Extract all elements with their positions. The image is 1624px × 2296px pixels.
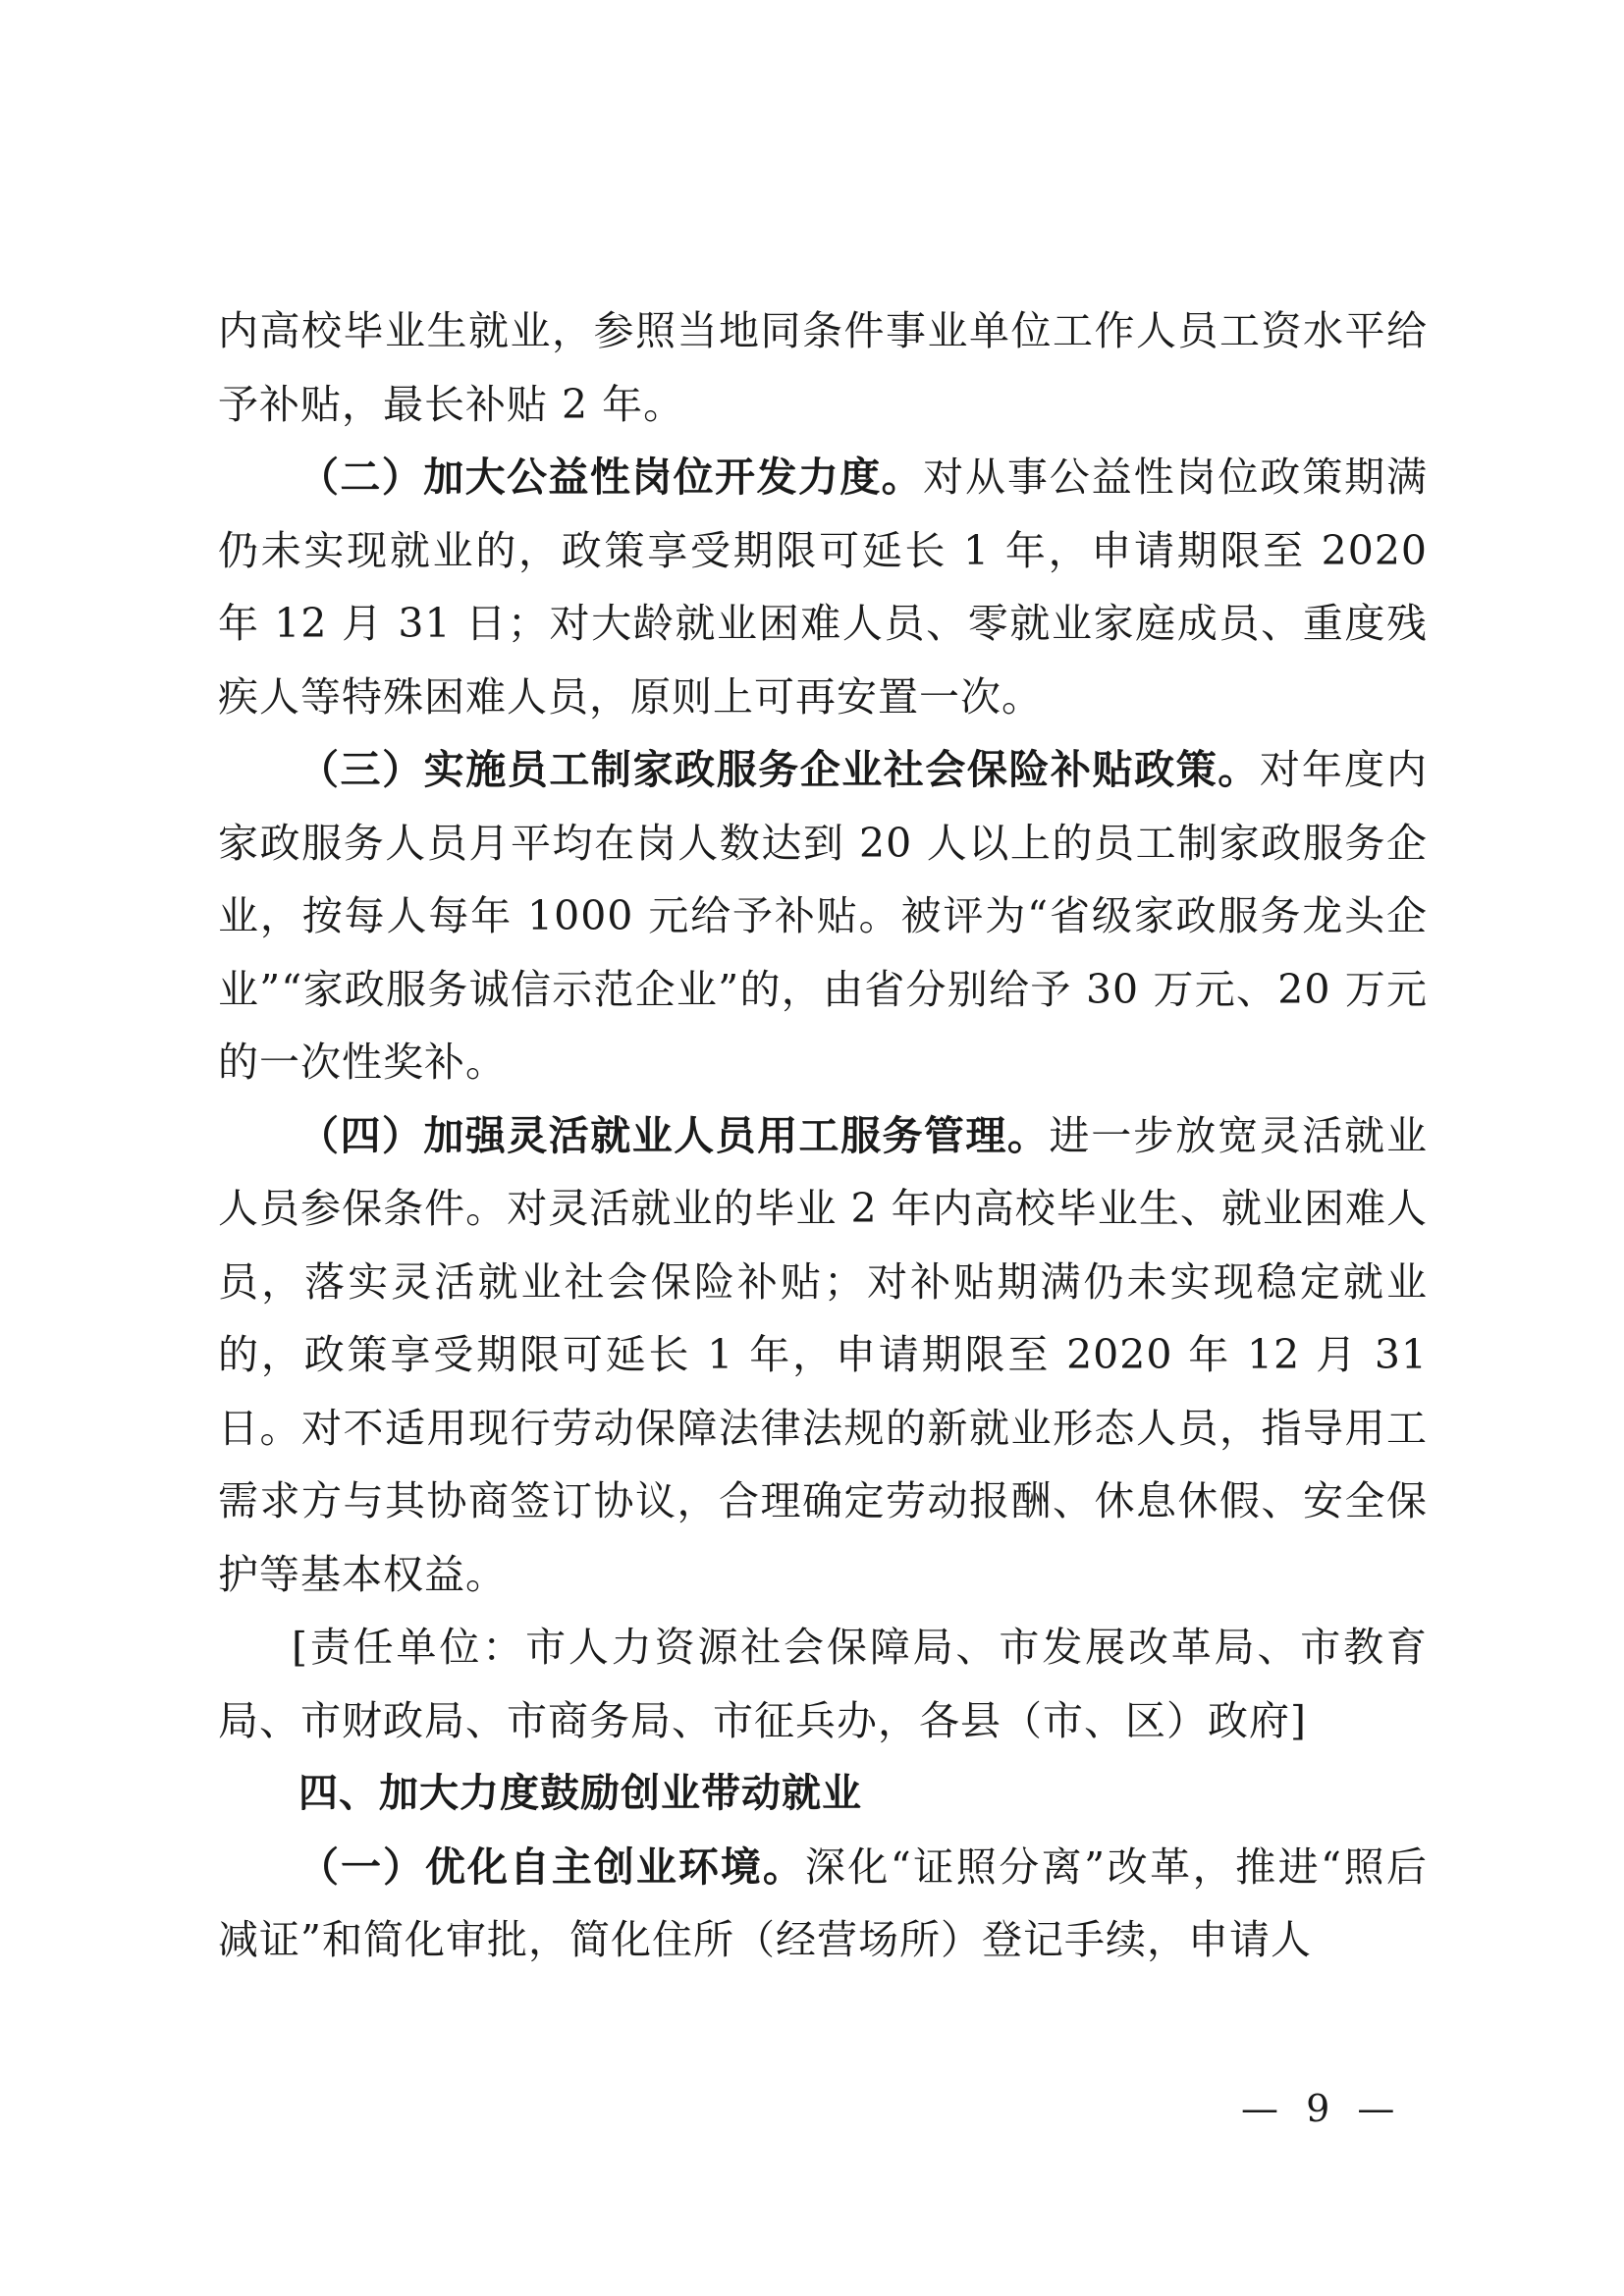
paragraph-text: 进一步放宽灵活就业人员参保条件。对灵活就业的毕业 2 年内高校毕业生、就业困难人员，落实灵活就业社会保险补贴；对补贴期满仍未实现稳定就业的，政策享受期限可延长 1 年，申请期限至 2020 年 12 月 31 日。对不适用现行劳动保障法律法规的新就业形态人员，指导用工需求方与其协商签订协议，合理确定劳动报酬、休息休假、安全保护等基本权益。 xyxy=(218,1111,1429,1598)
paragraph-text: 深化“证照分离”改革，推进“照后减证”和简化审批，简化住所（经营场所）登记手续，申请人 xyxy=(218,1842,1428,1963)
paragraph-heading: （四）加强灵活就业人员用工服务管理。 xyxy=(298,1111,1050,1159)
paragraph-heading: （一）优化自主创业环境。 xyxy=(298,1842,805,1891)
paragraph-public-welfare-posts xyxy=(218,441,1428,733)
paragraph-text: 对年度内家政服务人员月平均在岗人数达到 20 人以上的员工制家政服务企业，按每人每年 1000 元给予补贴。被评为“省级家政服务龙头企业”“家政服务诚信示范企业”的，由省分别给予 30 万元、20 万元的一次性奖补。 xyxy=(218,746,1429,1086)
paragraph-text: 对从事公益性岗位政策期满仍未实现就业的，政策享受期限可延长 1 年，申请期限至 2020 年 12 月 31 日；对大龄就业困难人员、零就业家庭成员、重度残疾人等特殊困难人员，原则上可再安置一次。 xyxy=(218,454,1429,721)
paragraph-flexible-employment xyxy=(218,1099,1428,1612)
paragraph-domestic-service-subsidy xyxy=(218,733,1428,1099)
paragraph-heading: （二）加大公益性岗位开发力度。 xyxy=(298,454,924,501)
paragraph-text: 内高校毕业生就业，参照当地同条件事业单位工作人员工资水平给予补贴，最长补贴 2 年。 xyxy=(218,307,1428,428)
paragraph-heading: （三）实施员工制家政服务企业社会保险补贴政策。 xyxy=(298,746,1260,793)
paragraph-responsible-units xyxy=(218,1611,1428,1757)
paragraph-continuation xyxy=(218,294,1428,441)
paragraph-text: [责任单位：市人力资源社会保障局、市发展改革局、市教育局、市财政局、市商务局、市征兵办，各县（市、区）政府] xyxy=(218,1624,1428,1744)
page-number: — 9 — xyxy=(1241,2087,1403,2130)
document-body xyxy=(218,294,1428,1977)
paragraph-entrepreneurship-environment xyxy=(218,1831,1428,1977)
section-heading: 四、加大力度鼓励创业带动就业 xyxy=(298,1771,862,1816)
